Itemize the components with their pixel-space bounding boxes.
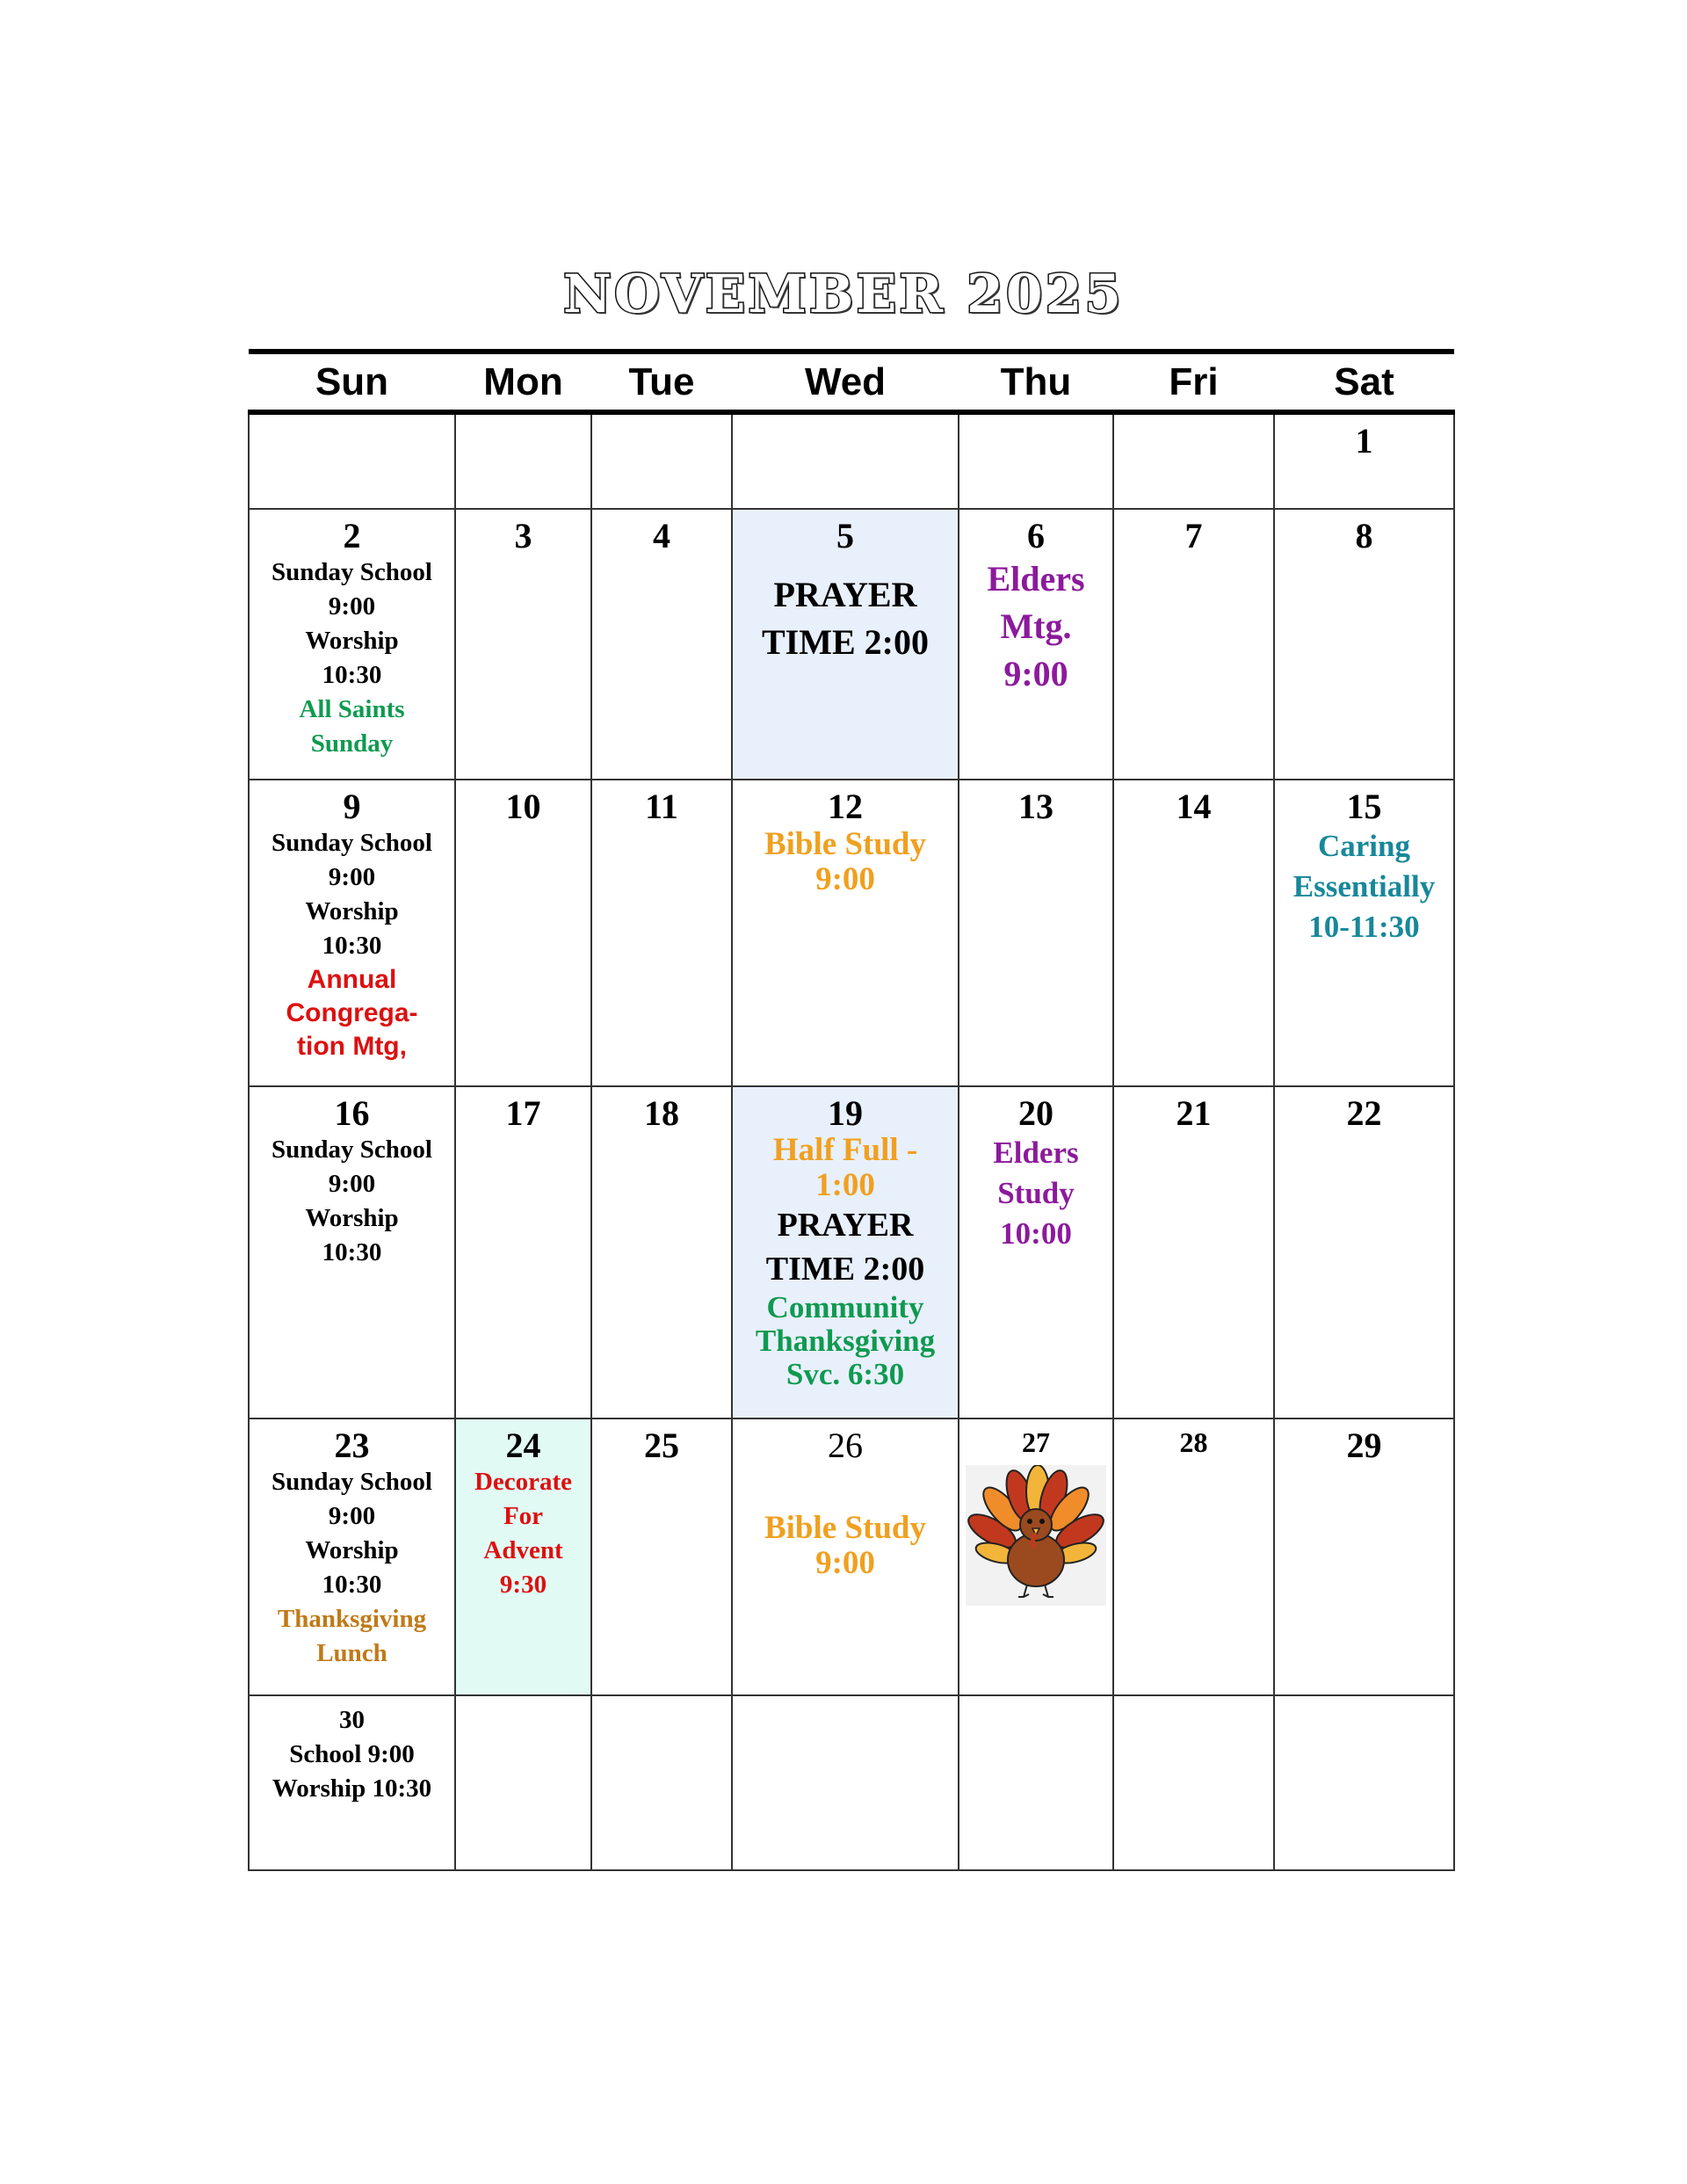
day-cell-26: [732, 1419, 959, 1695]
weekday-mon: Mon: [455, 352, 591, 412]
event-elders-study: Elders: [993, 1136, 1079, 1170]
day-number: 16: [334, 1093, 370, 1133]
day-cell-empty: [732, 412, 959, 509]
weekday-fri: Fri: [1113, 352, 1274, 412]
day-number: 15: [1346, 787, 1382, 826]
week-row-2: [249, 509, 1454, 780]
event-community-thanksgiving: Svc. 6:30: [786, 1357, 905, 1391]
day-cell-9: [249, 780, 455, 1086]
event-all-saints: Sunday: [310, 729, 394, 758]
week-row-6: [249, 1695, 1454, 1870]
day-cell-18: [591, 1086, 732, 1419]
event-sunday-school: Sunday School: [272, 558, 432, 586]
day-number: 11: [645, 787, 678, 826]
event-time: 10:30: [322, 932, 382, 960]
calendar-title: NOVEMBER 2025: [563, 264, 1124, 325]
day-number: 22: [1346, 1093, 1382, 1133]
event-bible-study: Bible Study: [764, 826, 927, 862]
event-worship: Worship 10:30: [272, 1774, 432, 1803]
event-community-thanksgiving: Thanksgiving: [755, 1324, 936, 1358]
day-number: 23: [334, 1426, 370, 1465]
event-elders-mtg: Elders: [987, 559, 1085, 599]
day-cell-1: [1274, 412, 1454, 509]
event-time: 10:30: [322, 661, 382, 689]
day-cell-4: [591, 509, 732, 780]
event-prayer-time: TIME 2:00: [765, 1251, 925, 1288]
day-cell-7: [1113, 509, 1274, 780]
event-time: 9:00: [328, 1502, 376, 1530]
event-elders-study: Study: [997, 1176, 1075, 1210]
event-time: 10:30: [322, 1238, 382, 1266]
day-cell-empty: [1113, 412, 1274, 509]
day-number: 25: [644, 1426, 679, 1465]
day-cell-20: [959, 1086, 1113, 1419]
event-time: 10:30: [322, 1571, 382, 1599]
day-number: 28: [1179, 1426, 1208, 1458]
week-row-5: [249, 1419, 1454, 1695]
weekday-sun: Sun: [249, 352, 455, 412]
day-number: 21: [1176, 1093, 1212, 1133]
event-elders-mtg: 9:00: [1003, 654, 1068, 693]
day-number: 14: [1176, 787, 1212, 826]
day-cell-24: [455, 1419, 591, 1695]
event-prayer-time: PRAYER: [777, 1207, 914, 1244]
day-number: 24: [505, 1426, 541, 1465]
day-cell-empty: [1113, 1695, 1274, 1870]
day-cell-empty: [591, 412, 732, 509]
day-number: 18: [644, 1093, 679, 1133]
event-elders-study: 10:00: [1000, 1216, 1072, 1251]
day-cell-3: [455, 509, 591, 780]
day-number: 17: [505, 1093, 541, 1133]
event-annual-mtg: tion Mtg,: [297, 1032, 407, 1061]
day-cell-empty: [959, 412, 1113, 509]
day-number: 12: [828, 787, 863, 826]
event-worship: Worship: [305, 1204, 399, 1232]
day-cell-11: [591, 780, 732, 1086]
event-time: 9:00: [328, 1170, 376, 1198]
day-cell-25: [591, 1419, 732, 1695]
event-half-full: 1:00: [815, 1167, 875, 1203]
event-worship: Worship: [305, 1536, 399, 1564]
event-annual-mtg: Congrega-: [286, 998, 418, 1027]
day-number: 19: [828, 1093, 863, 1133]
day-number: 1: [1355, 421, 1373, 461]
day-cell-12: [732, 780, 959, 1086]
day-number: 10: [505, 787, 541, 826]
event-caring-essentially: Caring: [1318, 829, 1410, 863]
day-number: 2: [343, 516, 361, 555]
day-cell-28: [1113, 1419, 1274, 1695]
day-cell-empty: [591, 1695, 732, 1870]
day-cell-empty: [455, 1695, 591, 1870]
day-cell-16: [249, 1086, 455, 1419]
event-sunday-school: Sunday School: [272, 829, 432, 857]
day-number: 27: [1022, 1426, 1050, 1458]
day-number: 9: [343, 787, 361, 826]
event-worship: Worship: [305, 627, 399, 655]
day-cell-23: [249, 1419, 455, 1695]
calendar-grid: [248, 349, 1455, 1871]
day-cell-15: [1274, 780, 1454, 1086]
day-number: 6: [1027, 516, 1045, 555]
day-number: 4: [653, 516, 670, 555]
event-annual-mtg: Annual: [307, 965, 397, 994]
day-number: 20: [1018, 1093, 1053, 1133]
day-cell-empty: [249, 412, 455, 509]
day-cell-13: [959, 780, 1113, 1086]
weekday-sat: Sat: [1274, 352, 1454, 412]
day-number: 13: [1018, 787, 1053, 826]
event-sunday-school: Sunday School: [272, 1468, 432, 1496]
event-worship: Worship: [305, 897, 399, 925]
day-cell-17: [455, 1086, 591, 1419]
day-cell-empty: [959, 1695, 1113, 1870]
week-row-3: [249, 780, 1454, 1086]
event-sunday-school: Sunday School: [272, 1136, 432, 1164]
day-cell-21: [1113, 1086, 1274, 1419]
event-school: School 9:00: [289, 1740, 415, 1768]
event-prayer-time: PRAYER: [773, 575, 917, 614]
event-caring-essentially: 10-11:30: [1308, 910, 1420, 944]
weekday-wed: Wed: [732, 352, 959, 412]
event-all-saints: All Saints: [299, 695, 405, 723]
day-number: 26: [828, 1426, 863, 1465]
event-elders-mtg: Mtg.: [1000, 606, 1072, 646]
event-decorate-advent: 9:30: [499, 1571, 547, 1599]
turkey-icon: [966, 1465, 1106, 1606]
week-row-1: [249, 412, 1454, 509]
day-cell-empty: [455, 412, 591, 509]
day-cell-8: [1274, 509, 1454, 780]
event-thanksgiving-lunch: Lunch: [316, 1639, 387, 1667]
event-half-full: Half Full -: [772, 1132, 918, 1168]
event-bible-study: 9:00: [815, 861, 875, 897]
weekday-tue: Tue: [591, 352, 732, 412]
day-number: 3: [514, 516, 532, 555]
day-cell-empty: [1274, 1695, 1454, 1870]
event-bible-study: Bible Study: [764, 1510, 927, 1546]
day-cell-27: [959, 1419, 1113, 1695]
event-decorate-advent: For: [503, 1502, 544, 1530]
event-time: 9:00: [328, 592, 376, 620]
day-cell-19: [732, 1086, 959, 1419]
day-number: 5: [836, 516, 854, 555]
event-bible-study: 9:00: [815, 1545, 875, 1581]
event-community-thanksgiving: Community: [766, 1290, 924, 1324]
day-number: 7: [1184, 516, 1203, 555]
event-decorate-advent: Decorate: [474, 1468, 573, 1496]
weekday-header-row: [249, 352, 1454, 412]
day-number: 30: [339, 1706, 365, 1734]
day-cell-2: [249, 509, 455, 780]
event-prayer-time: TIME 2:00: [762, 622, 929, 662]
day-cell-10: [455, 780, 591, 1086]
day-number: 8: [1355, 516, 1373, 555]
day-cell-6: [959, 509, 1113, 780]
event-caring-essentially: Essentially: [1292, 869, 1436, 903]
weekday-thu: Thu: [959, 352, 1113, 412]
day-cell-empty: [732, 1695, 959, 1870]
event-decorate-advent: Advent: [483, 1536, 563, 1564]
day-number: 29: [1346, 1426, 1382, 1465]
event-time: 9:00: [328, 863, 376, 891]
event-thanksgiving-lunch: Thanksgiving: [277, 1605, 427, 1633]
day-cell-5: [732, 509, 959, 780]
day-cell-30: [249, 1695, 455, 1870]
day-cell-14: [1113, 780, 1274, 1086]
day-cell-22: [1274, 1086, 1454, 1419]
week-row-4: [249, 1086, 1454, 1419]
day-cell-29: [1274, 1419, 1454, 1695]
